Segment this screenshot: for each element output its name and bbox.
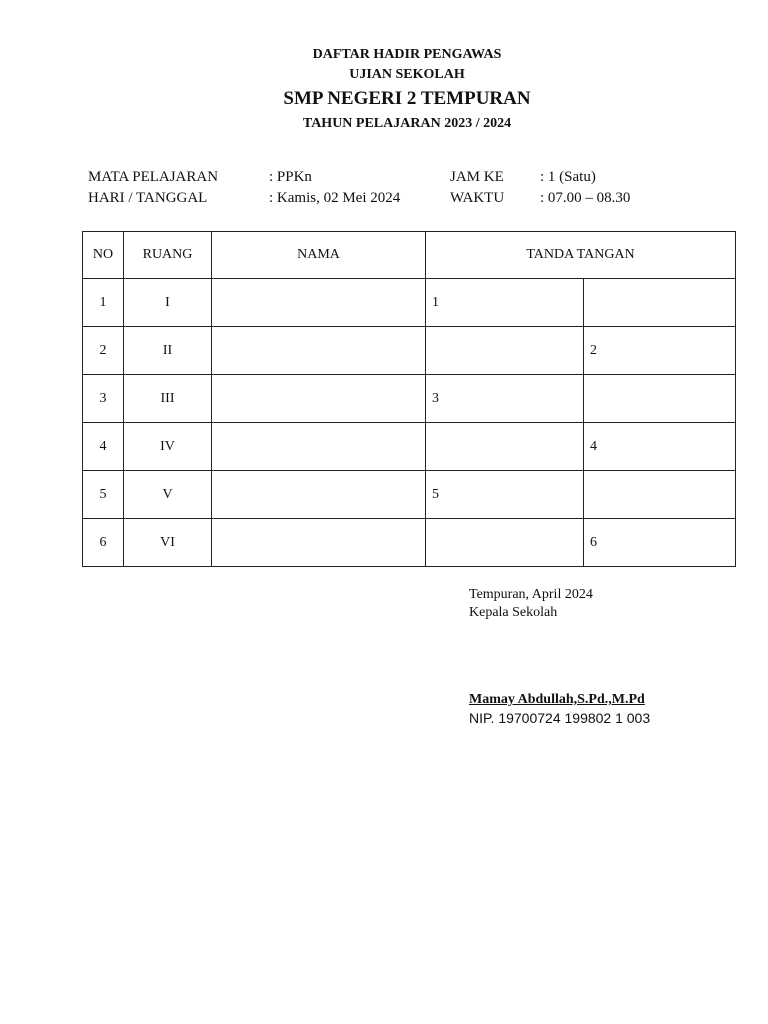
table-header-row <box>83 232 736 279</box>
principal-name: Mamay Abdullah,S.Pd.,M.Pd <box>469 692 645 707</box>
attendance-table <box>82 231 736 567</box>
signature-cell-right: 6 <box>584 519 736 567</box>
signature-role: Kepala Sekolah <box>469 605 558 620</box>
row-number: 2 <box>83 327 124 375</box>
mata-pelajaran-label: MATA PELAJARAN <box>88 169 219 185</box>
signature-cell-left <box>426 423 584 471</box>
room-cell: VI <box>124 519 212 567</box>
waktu-label: WAKTU <box>450 190 505 206</box>
name-cell <box>212 519 426 567</box>
signature-cell-left: 5 <box>426 471 584 519</box>
name-cell <box>212 471 426 519</box>
signature-cell-right <box>584 471 736 519</box>
hari-tanggal-label: HARI / TANGGAL <box>88 190 208 206</box>
signature-cell-left <box>426 519 584 567</box>
name-cell <box>212 423 426 471</box>
signature-cell-left: 1 <box>426 279 584 327</box>
room-cell: IV <box>124 423 212 471</box>
document-title: DAFTAR HADIR PENGAWAS <box>312 47 502 62</box>
signature-cell-left <box>426 327 584 375</box>
column-header-ruang: RUANG <box>124 232 212 279</box>
document-subtitle: UJIAN SEKOLAH <box>349 67 465 82</box>
signature-cell-right: 2 <box>584 327 736 375</box>
name-cell <box>212 375 426 423</box>
room-cell: II <box>124 327 212 375</box>
signature-cell-right <box>584 279 736 327</box>
waktu-value: : 07.00 – 08.30 <box>540 190 631 206</box>
mata-pelajaran-value: : PPKn <box>269 169 312 185</box>
room-cell: V <box>124 471 212 519</box>
column-header-nama: NAMA <box>212 232 426 279</box>
table-row <box>83 519 736 567</box>
signature-cell-left: 3 <box>426 375 584 423</box>
signature-cell-right <box>584 375 736 423</box>
jam-ke-value: : 1 (Satu) <box>540 169 596 185</box>
row-number: 1 <box>83 279 124 327</box>
academic-year: TAHUN PELAJARAN 2023 / 2024 <box>302 116 512 131</box>
principal-nip: NIP. 19700724 199802 1 003 <box>469 710 651 726</box>
name-cell <box>212 279 426 327</box>
school-name: SMP NEGERI 2 TEMPURAN <box>283 88 531 109</box>
jam-ke-label: JAM KE <box>450 169 504 185</box>
table-row <box>83 375 736 423</box>
row-number: 3 <box>83 375 124 423</box>
row-number: 5 <box>83 471 124 519</box>
column-header-no: NO <box>83 232 124 279</box>
column-header-tanda-tangan: TANDA TANGAN <box>426 232 736 279</box>
hari-tanggal-value: : Kamis, 02 Mei 2024 <box>269 190 401 206</box>
name-cell <box>212 327 426 375</box>
room-cell: III <box>124 375 212 423</box>
row-number: 6 <box>83 519 124 567</box>
signature-place-date: Tempuran, April 2024 <box>469 587 593 602</box>
signature-cell-right: 4 <box>584 423 736 471</box>
row-number: 4 <box>83 423 124 471</box>
table-row <box>83 471 736 519</box>
table-row <box>83 423 736 471</box>
room-cell: I <box>124 279 212 327</box>
table-row <box>83 327 736 375</box>
table-row <box>83 279 736 327</box>
